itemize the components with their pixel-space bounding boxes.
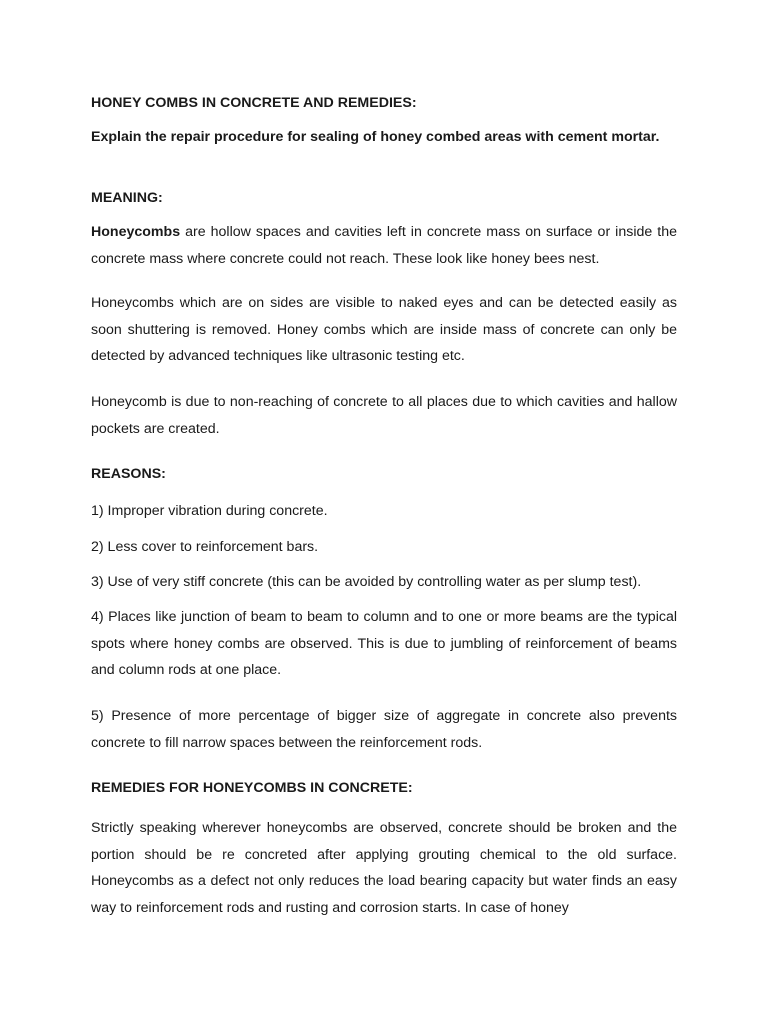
document-title: HONEY COMBS IN CONCRETE AND REMEDIES:: [91, 95, 417, 111]
meaning-heading: MEANING:: [91, 190, 163, 206]
reason-item: 4) Places like junction of beam to beam to column and to one or more beams are the typical spots where honey combs are observed. This is due to jumbling of reinforcement of beams and column rods at one place.: [91, 609, 677, 678]
reason-item: 3) Use of very stiff concrete (this can be avoided by controlling water as per slump test).: [91, 574, 642, 590]
reason-item: 5) Presence of more percentage of bigger size of aggregate in concrete also prevents concrete to fill narrow spaces between the reinforcement rods.: [91, 708, 677, 751]
meaning-paragraph-1-body: are hollow spaces and cavities left in concrete mass on surface or inside the concrete mass where concrete could not reach. These look like honey bees nest.: [91, 224, 677, 267]
meaning-lead-term: Honeycombs: [91, 224, 181, 240]
reasons-heading: REASONS:: [91, 466, 166, 482]
reason-item: 1) Improper vibration during concrete.: [91, 503, 328, 519]
meaning-paragraph-1: [91, 219, 677, 272]
meaning-paragraph-3: Honeycomb is due to non-reaching of concrete to all places due to which cavities and hallow pockets are created.: [91, 394, 677, 437]
question-text: Explain the repair procedure for sealing of honey combed areas with cement mortar.: [91, 129, 660, 145]
remedies-heading: REMEDIES FOR HONEYCOMBS IN CONCRETE:: [91, 780, 413, 796]
reason-item: 2) Less cover to reinforcement bars.: [91, 539, 319, 555]
meaning-paragraph-2: Honeycombs which are on sides are visible to naked eyes and can be detected easily as soon shuttering is removed. Honey combs which are inside mass of concrete can only be detected by advanced techniques like ultrasonic testing etc.: [91, 295, 677, 364]
remedies-paragraph-1: Strictly speaking wherever honeycombs are observed, concrete should be broken and the portion should be re concreted after applying grouting chemical to the old surface. Honeycombs as a defect not only reduces the load bearing capacity but water finds an easy way to reinforcement rods and rusting and corrosion starts. In case of honey: [91, 820, 677, 916]
remedies-paragraph-clip: [91, 815, 677, 925]
